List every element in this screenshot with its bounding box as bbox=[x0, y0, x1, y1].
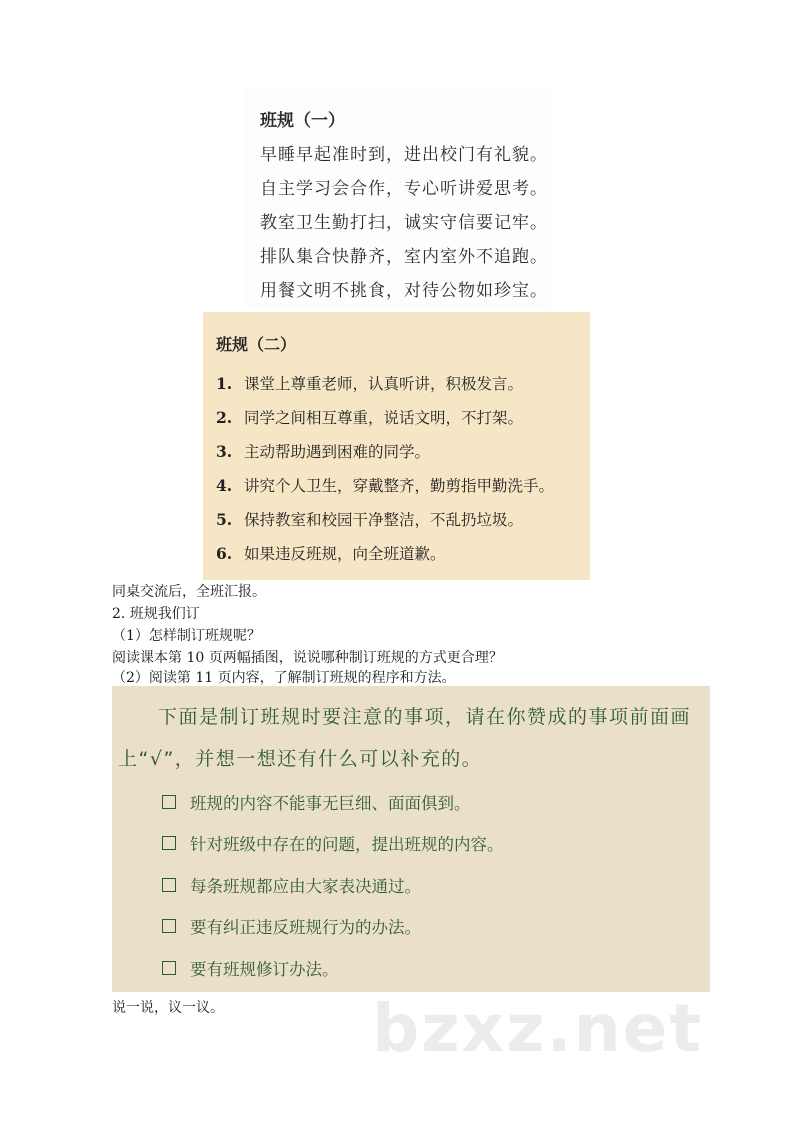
rule-number: 5. bbox=[216, 510, 233, 529]
discussion-text: 说一说，议一议。 bbox=[112, 1000, 224, 1016]
section-heading: 2. 班规我们订 bbox=[112, 606, 200, 622]
rule-text: 如果违反班规，向全班道歉。 bbox=[244, 545, 446, 563]
rules-two-item bbox=[216, 440, 430, 462]
checklist-intro: 上“√”，并想一想还有什么可以补充的。 bbox=[118, 748, 483, 770]
checklist-item bbox=[162, 873, 421, 897]
checkbox[interactable] bbox=[162, 919, 176, 933]
checkbox[interactable] bbox=[162, 961, 176, 975]
rules-one-panel bbox=[245, 88, 550, 308]
checklist-panel bbox=[112, 686, 710, 992]
checklist-item-label: 要有纠正违反班规行为的办法。 bbox=[190, 918, 421, 937]
rules-one-title: 班规（一） bbox=[260, 111, 345, 131]
checkbox[interactable] bbox=[162, 795, 176, 809]
checklist-item bbox=[162, 831, 504, 855]
rules-one-line: 自主学习会合作，专心听讲爱思考。 bbox=[260, 179, 548, 199]
checklist-item-label: 班规的内容不能事无巨细、面面俱到。 bbox=[190, 794, 471, 813]
checklist-item-label: 要有班规修订办法。 bbox=[190, 960, 339, 979]
checklist-item-label: 每条班规都应由大家表决通过。 bbox=[190, 877, 421, 896]
rules-two-item bbox=[216, 474, 554, 496]
rules-two-title: 班规（二） bbox=[216, 335, 297, 354]
rule-number: 6. bbox=[216, 544, 233, 563]
rules-two-item bbox=[216, 508, 523, 530]
question-one: （1）怎样制订班规呢？ bbox=[112, 628, 261, 644]
rules-two-item bbox=[216, 542, 446, 564]
rule-text: 同学之间相互尊重，说话文明，不打架。 bbox=[244, 409, 524, 427]
rule-text: 讲究个人卫生，穿戴整齐，勤剪指甲勤洗手。 bbox=[244, 477, 555, 495]
reading-instruction: 阅读课本第 10 页两幅插图，说说哪种制订班规的方式更合理？ bbox=[112, 650, 503, 666]
rules-two-item bbox=[216, 406, 523, 428]
checklist-intro: 下面是制订班规时要注意的事项，请在你赞成的事项前面画 bbox=[158, 706, 692, 728]
rule-text: 主动帮助遇到困难的同学。 bbox=[244, 443, 431, 461]
checkbox[interactable] bbox=[162, 878, 176, 892]
report-text: 同桌交流后，全班汇报。 bbox=[112, 584, 266, 600]
rule-number: 1. bbox=[216, 374, 233, 393]
rule-text: 保持教室和校园干净整洁，不乱扔垃圾。 bbox=[244, 511, 524, 529]
rules-one-line: 教室卫生勤打扫，诚实守信要记牢。 bbox=[260, 213, 548, 233]
checklist-item bbox=[162, 914, 421, 938]
checklist-item bbox=[162, 790, 471, 814]
checklist-item bbox=[162, 956, 339, 980]
question-two: （2）阅读第 11 页内容，了解制订班规的程序和方法。 bbox=[112, 670, 456, 686]
rule-number: 2. bbox=[216, 408, 233, 427]
rule-text: 课堂上尊重老师，认真听讲，积极发言。 bbox=[244, 375, 524, 393]
rules-one-line: 用餐文明不挑食，对待公物如珍宝。 bbox=[260, 281, 548, 301]
rules-one-line: 排队集合快静齐，室内室外不追跑。 bbox=[260, 247, 548, 267]
rules-two-panel bbox=[203, 312, 590, 580]
rules-one-line: 早睡早起准时到，进出校门有礼貌。 bbox=[260, 145, 548, 165]
rule-number: 4. bbox=[216, 476, 233, 495]
checkbox[interactable] bbox=[162, 836, 176, 850]
rules-two-item bbox=[216, 372, 523, 394]
checklist-item-label: 针对班级中存在的问题，提出班规的内容。 bbox=[190, 835, 504, 854]
watermark: bzxz.net bbox=[372, 990, 704, 1067]
rule-number: 3. bbox=[216, 442, 233, 461]
